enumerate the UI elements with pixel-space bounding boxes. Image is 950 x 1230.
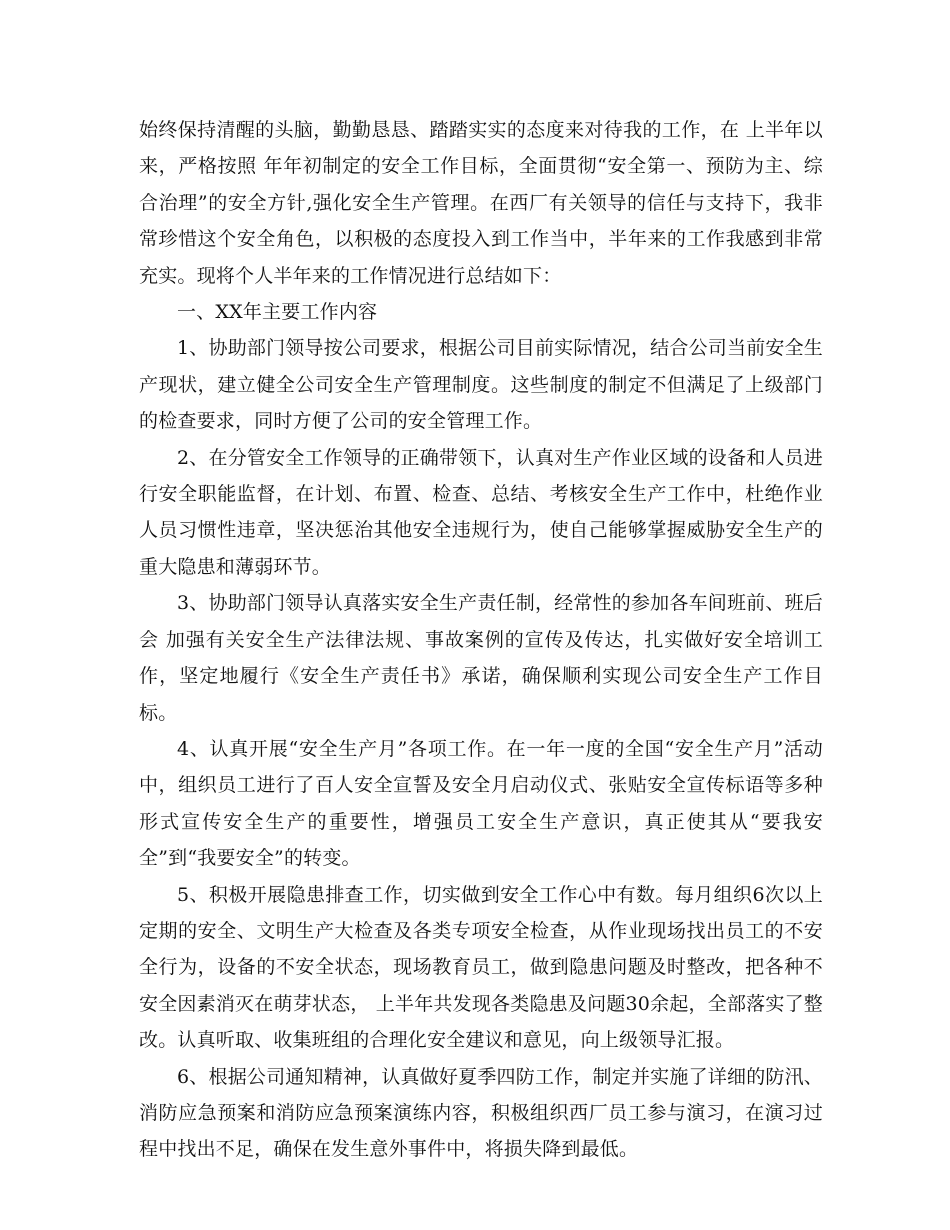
document-body <box>139 112 823 1168</box>
paragraph-intro: 始终保持清醒的头脑，勤勤恳恳、踏踏实实的态度来对待我的工作，在 上半年以来，严格按照 年年初制定的安全工作目标，全面贯彻“安全第一、预防为主、综合治理”的安全方针,强化安全生产管理。在西厂有关领导的信任与支持下，我非常珍惜这个安全角色，以积极的态度投入到工作当中，半年来的工作我感到非常充实。现将个人半年来的工作情况进行总结如下： <box>139 119 823 287</box>
paragraph-item-4: 4、认真开展“安全生产月”各项工作。在一年一度的全国“安全生产月”活动中，组织员工进行了百人安全宣誓及安全月启动仪式、张贴安全宣传标语等多种形式宣传安全生产的重要性，增强员工安全生产意识，真正使其从“要我安全”到“我要安全”的转变。 <box>139 737 823 870</box>
paragraph-item-2: 2、在分管安全工作领导的正确带领下，认真对生产作业区域的设备和人员进行安全职能监督，在计划、布置、检查、总结、考核安全生产工作中，杜绝作业人员习惯性违章，坚决惩治其他安全违规行为，使自己能够掌握威胁安全生产的重大隐患和薄弱环节。 <box>139 446 823 578</box>
paragraph-item-1: 1、协助部门领导按公司要求，根据公司目前实际情况，结合公司当前安全生产现状，建立健全公司安全生产管理制度。这些制度的制定不但满足了上级部门的检查要求，同时方便了公司的安全管理工作。 <box>139 337 823 433</box>
paragraph-item-6: 6、根据公司通知精神，认真做好夏季四防工作，制定并实施了详细的防汛、消防应急预案和消防应急预案演练内容，积极组织西厂员工参与演习，在演习过程中找出不足，确保在发生意外事件中，将损失降到最低。 <box>139 1065 823 1161</box>
paragraph-item-5: 5、积极开展隐患排查工作，切实做到安全工作心中有数。每月组织6次以上定期的安全、文明生产大检查及各类专项安全检查，从作业现场找出员工的不安全行为，设备的不安全状态，现场教育员工，做到隐患问题及时整改，把各种不安全因素消灭在萌芽状态， 上半年共发现各类隐患及问题30余起，全部落实了整改。认真听取、收集班组的合理化安全建议和意见，向上级领导汇报。 <box>139 883 823 1052</box>
paragraph-item-3: 3、协助部门领导认真落实安全生产责任制，经常性的参加各车间班前、班后会 加强有关安全生产法律法规、事故案例的宣传及传达，扎实做好安全培训工作，坚定地履行《安全生产责任书》承诺，确保顺利实现公司安全生产工作目标。 <box>139 592 823 724</box>
section-heading: 一、XX年主要工作内容 <box>177 301 378 324</box>
